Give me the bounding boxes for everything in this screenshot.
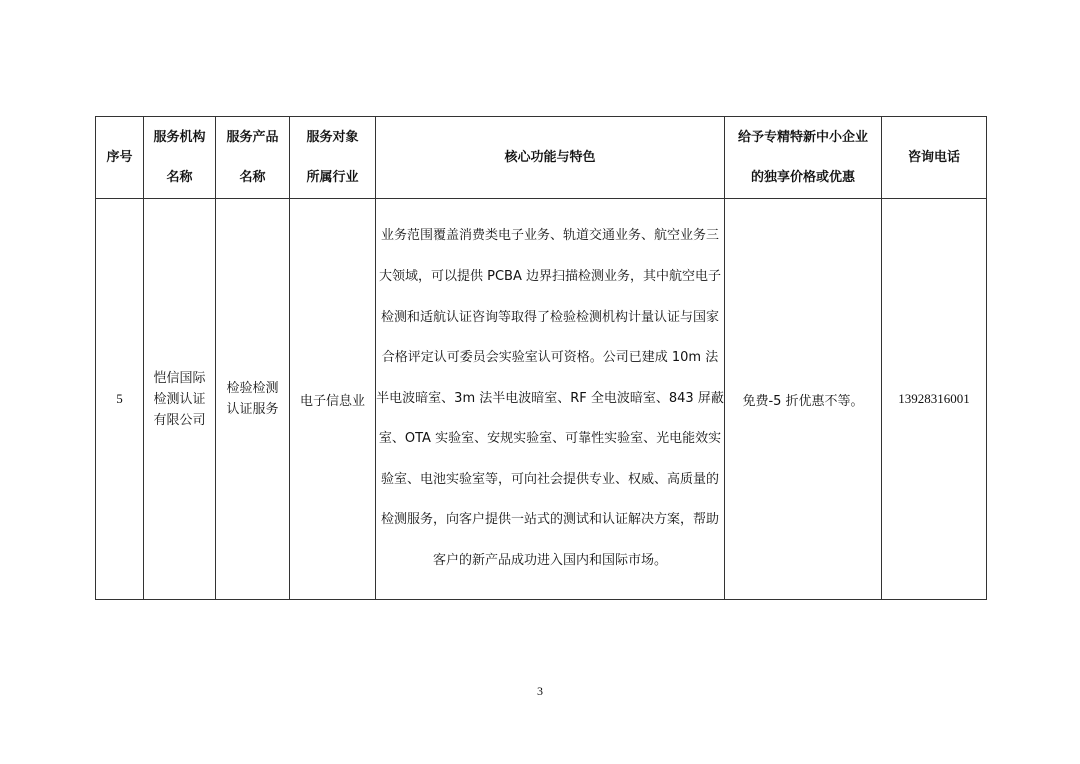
page-number: 3 [537,684,543,698]
header-row [96,117,987,199]
cell-target: 电子信息业 [290,199,376,600]
table-row [96,199,987,600]
cell-core: 业务范围覆盖消费类电子业务、轨道交通业务、航空业务三大领域，可以提供 PCBA 边界扫描检测业务，其中航空电子检测和适航认证咨询等取得了检验检测机构计量认证与国家合格评定认可委员会实验室认可资格。公司已建成 10m 法半电波暗室、3m 法半电波暗室、RF 全电波暗室、843 屏蔽室、OTA 实验室、安规实验室、可靠性实验室、光电能效实验室、电池实验室等，可向社会提供专业、权威、高质量的检测服务，向客户提供一站式的测试和认证解决方案，帮助客户的新产品成功进入国内和国际市场。 [376,199,725,600]
service-table [95,116,987,600]
header-offer: 给予专精特新中小企业 的独享价格或优惠 [725,117,882,199]
cell-offer: 免费-5 折优惠不等。 [725,199,882,600]
cell-org: 恺信国际 检测认证 有限公司 [144,199,216,600]
header-org: 服务机构 名称 [144,117,216,199]
cell-product: 检验检测 认证服务 [216,199,290,600]
cell-phone: 13928316001 [882,199,987,600]
header-seq: 序号 [96,117,144,199]
header-core: 核心功能与特色 [376,117,725,199]
header-target: 服务对象 所属行业 [290,117,376,199]
cell-seq: 5 [96,199,144,600]
header-product: 服务产品 名称 [216,117,290,199]
header-phone: 咨询电话 [882,117,987,199]
